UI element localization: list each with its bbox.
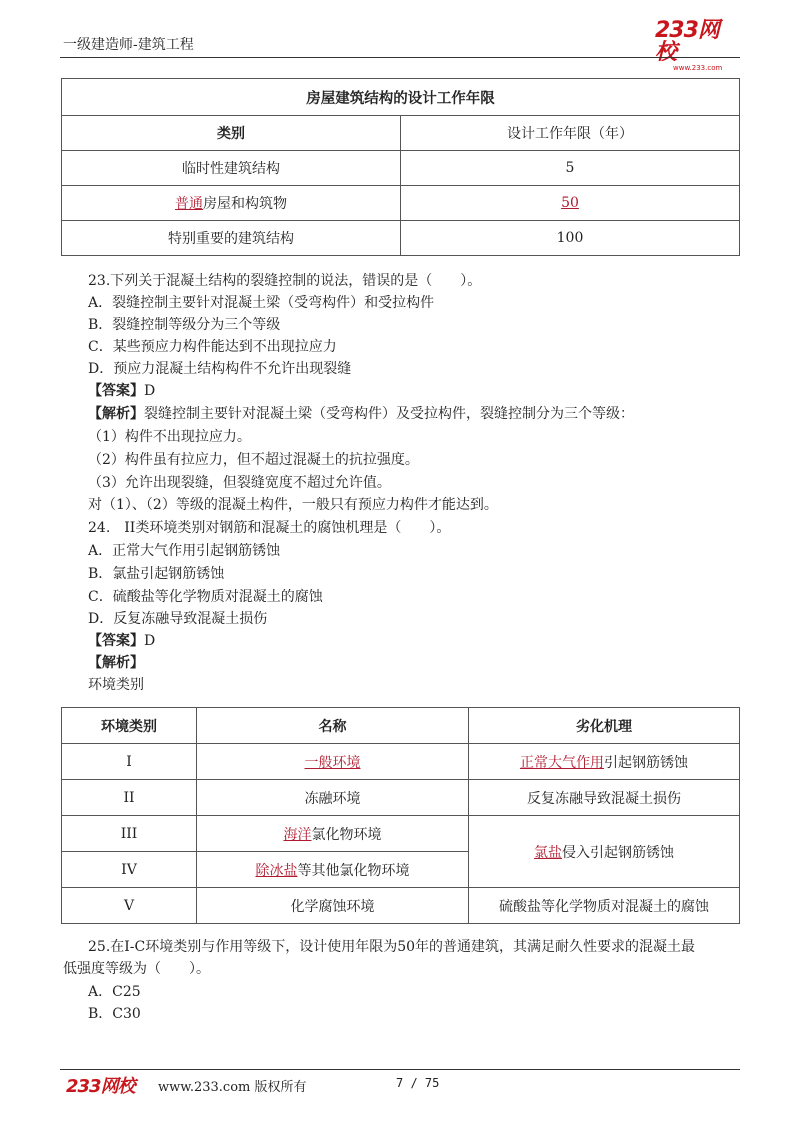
highlight-text: 普通: [175, 196, 203, 212]
table-cell: III: [62, 816, 197, 852]
table-row: [62, 151, 740, 186]
cell-text: 房屋和构筑物: [203, 196, 287, 212]
table-row: [62, 221, 740, 256]
table-cell: [197, 852, 469, 888]
cell-text: 等其他氯化物环境: [297, 862, 410, 879]
option-a: A．C25: [88, 984, 141, 1000]
cell-text: 侵入引起钢筋锈蚀: [562, 844, 674, 861]
logo-text: 233网校: [655, 18, 719, 65]
table-cell: 100: [401, 221, 740, 256]
table-row: [62, 816, 740, 852]
table-row: [62, 780, 740, 816]
table-cell: 临时性建筑结构: [62, 151, 401, 186]
table-row: [62, 186, 740, 221]
highlight-text: 氯盐: [534, 844, 562, 861]
table-cell: 5: [401, 151, 740, 186]
table-cell: 化学腐蚀环境: [197, 888, 469, 924]
option-d: D．反复冻融导致混凝土损伤: [88, 611, 268, 627]
table-caption: 房屋建筑结构的设计工作年限: [62, 79, 740, 116]
table-header: 名称: [197, 708, 469, 744]
cell-text: 氯化物环境: [311, 826, 382, 843]
table-header-category: 类别: [62, 116, 401, 151]
table-cell: V: [62, 888, 197, 924]
highlight-text: 除冰盐: [255, 862, 298, 879]
table-header: 劣化机理: [469, 708, 740, 744]
question-23-stem: 23.下列关于混凝土结构的裂缝控制的说法，错误的是（ ）。: [88, 273, 482, 289]
analysis-conclusion: 对（1）、（2）等级的混凝土构件，一般只有预应力构件才能达到。: [88, 497, 498, 513]
option-a: A．正常大气作用引起钢筋锈蚀: [88, 543, 281, 559]
table-header-years: 设计工作年限（年）: [401, 116, 740, 151]
highlight-text: 正常大气作用: [520, 754, 604, 771]
design-life-table: [61, 78, 740, 256]
table-cell: II: [62, 780, 197, 816]
answer-label: 【答案】: [88, 383, 144, 399]
answer-value: D: [144, 383, 156, 399]
option-d: D．预应力混凝土结构构件不允许出现裂缝: [88, 361, 352, 377]
analysis-point: （2）构件虽有拉应力，但不超过混凝土的抗拉强度。: [88, 452, 419, 468]
table-title: 环境类别: [88, 677, 144, 693]
page-number: 7 / 75: [396, 1076, 440, 1090]
answer-line: [88, 630, 155, 652]
table-cell: [197, 744, 469, 780]
brand-logo: [655, 18, 735, 72]
footer-logo: 233网校: [66, 1076, 135, 1097]
question-24-stem: 24. II类环境类别对钢筋和混凝土的腐蚀机理是（ ）。: [88, 520, 451, 536]
question-25-stem-line1: 25.在I-C环境类别与作用等级下，设计使用年限为50年的普通建筑，其满足耐久性要求的混凝土最: [88, 939, 696, 955]
analysis-label: 【解析】: [88, 406, 144, 422]
option-b: B．裂缝控制等级分为三个等级: [88, 317, 281, 333]
logo-site: www.233.com: [673, 64, 723, 72]
highlight-text: 海洋: [283, 826, 312, 843]
option-b: B．氯盐引起钢筋锈蚀: [88, 566, 225, 582]
answer-label: 【答案】: [88, 633, 144, 649]
table-cell: [197, 816, 469, 852]
question-25-stem-line2: 低强度等级为（ ）。: [63, 961, 210, 977]
table-header: 环境类别: [62, 708, 197, 744]
table-cell: [469, 816, 740, 888]
highlight-text: 一般环境: [304, 754, 361, 771]
answer-value: D: [144, 633, 156, 649]
analysis-point: （1）构件不出现拉应力。: [88, 429, 251, 445]
option-c: C．硫酸盐等化学物质对混凝土的腐蚀: [88, 589, 323, 605]
document-header-title: 一级建造师-建筑工程: [63, 37, 194, 53]
table-cell: IV: [62, 852, 197, 888]
option-b: B．C30: [88, 1006, 141, 1022]
cell-text: 引起钢筋锈蚀: [604, 754, 688, 771]
analysis-text: 裂缝控制主要针对混凝土梁（受弯构件）及受拉构件，裂缝控制分为三个等级：: [144, 406, 634, 422]
header-divider: [60, 57, 740, 58]
footer-copyright: www.233.com 版权所有: [158, 1080, 307, 1095]
table-cell: 反复冻融导致混凝土损伤: [469, 780, 740, 816]
table-cell: 特别重要的建筑结构: [62, 221, 401, 256]
table-cell: [401, 186, 740, 221]
table-row: [62, 744, 740, 780]
highlight-text: 50: [561, 195, 579, 211]
table-cell: I: [62, 744, 197, 780]
table-cell: 冻融环境: [197, 780, 469, 816]
analysis-line: [88, 403, 634, 425]
option-c: C．某些预应力构件能达到不出现拉应力: [88, 339, 337, 355]
table-cell: 硫酸盐等化学物质对混凝土的腐蚀: [469, 888, 740, 924]
analysis-point: （3）允许出现裂缝，但裂缝宽度不超过允许值。: [88, 475, 391, 491]
option-a: A．裂缝控制主要针对混凝土梁（受弯构件）和受拉构件: [88, 295, 435, 311]
table-row: [62, 888, 740, 924]
answer-line: [88, 380, 155, 402]
analysis-label: 【解析】: [88, 655, 144, 671]
table-cell: [62, 186, 401, 221]
table-cell: [469, 744, 740, 780]
environment-category-table: [61, 707, 740, 924]
footer-divider: [60, 1069, 740, 1070]
